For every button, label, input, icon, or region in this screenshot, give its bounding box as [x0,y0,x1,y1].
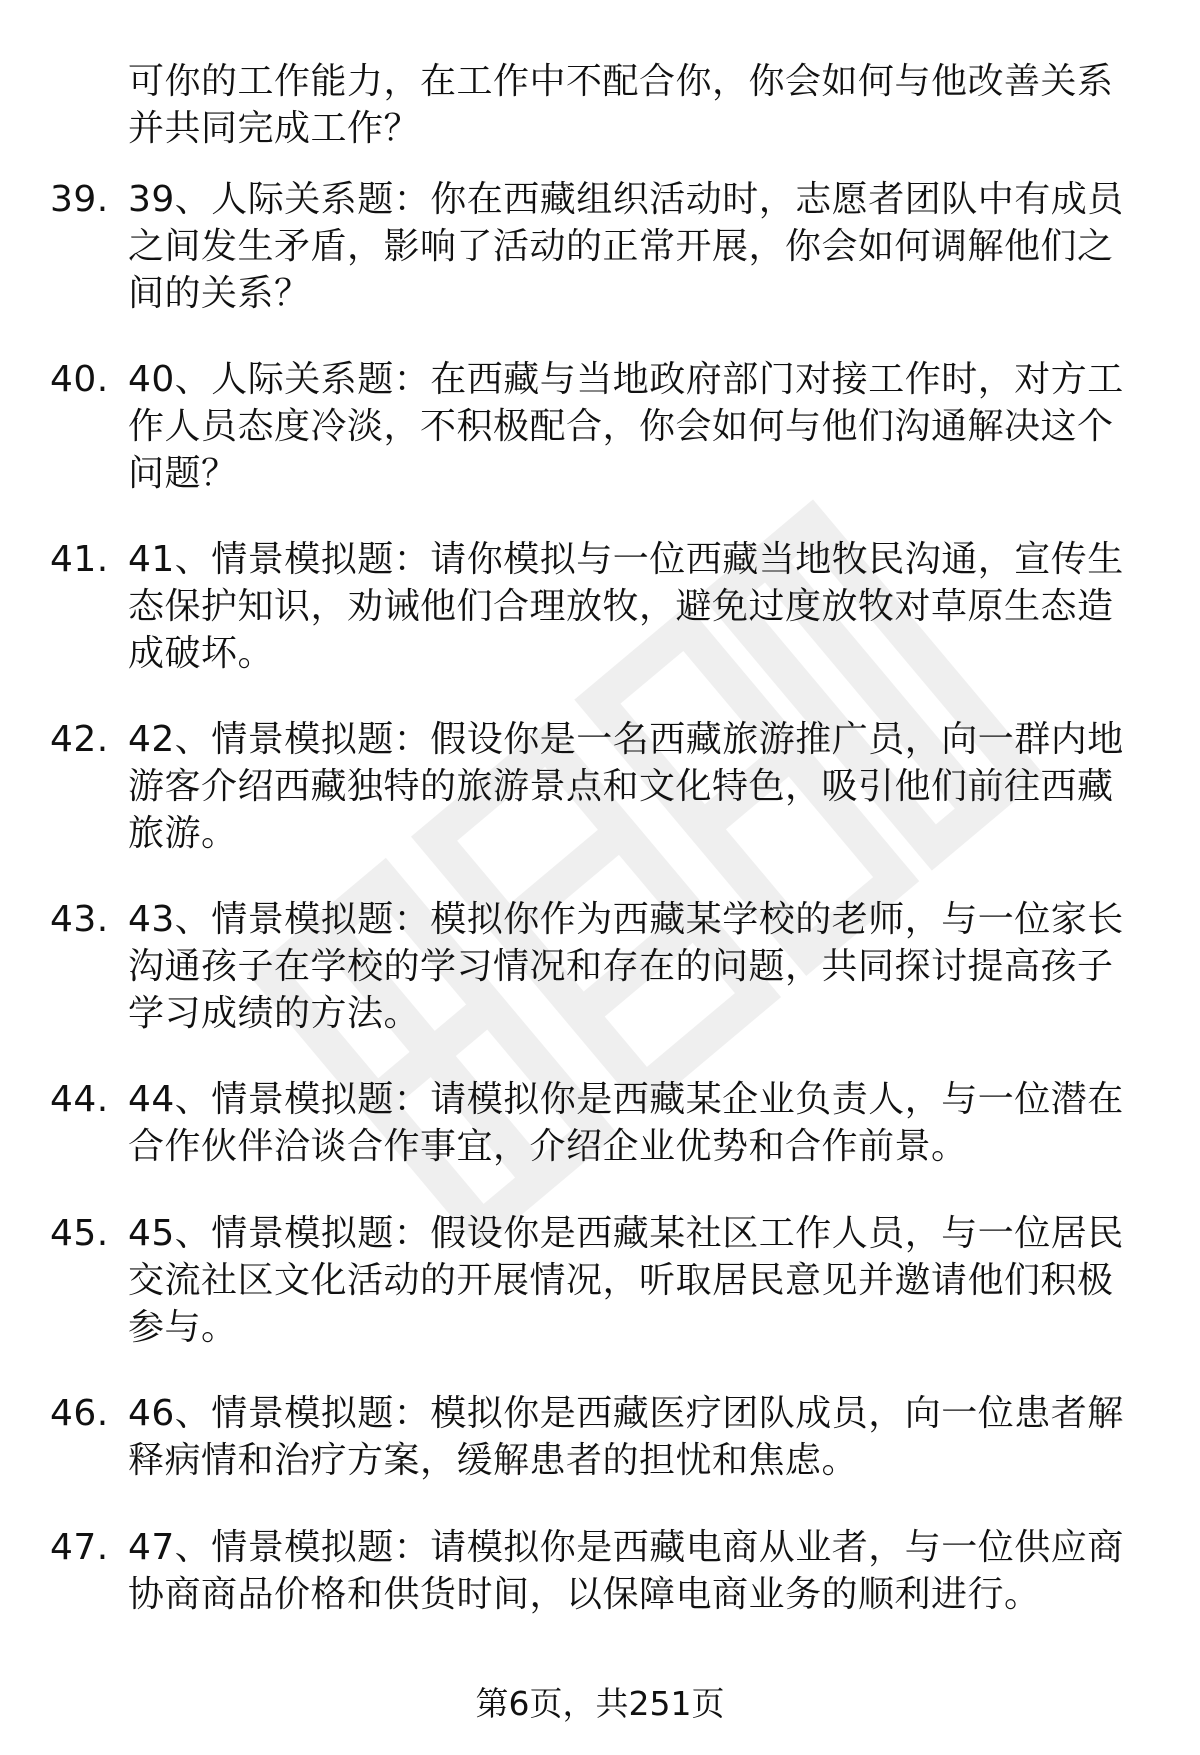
list-item-number: 46. [50,1393,109,1434]
list-item-number: 39. [50,179,109,220]
list-item-number: 44. [50,1079,109,1120]
list-item-number: 42. [50,719,109,760]
list-item-text: 46、情景模拟题：模拟你是西藏医疗团队成员，向一位患者解释病情和治疗方案，缓解患者的担忧和焦虑。 [128,1393,1124,1481]
list-item-text: 41、情景模拟题：请你模拟与一位西藏当地牧民沟通，宣传生态保护知识，劝诫他们合理放牧，避免过度放牧对草原生态造成破坏。 [128,539,1124,674]
continuation-paragraph: 可你的工作能力，在工作中不配合你，你会如何与他改善关系并共同完成工作？ [128,61,1114,149]
list-item-number: 47. [50,1527,109,1568]
list-item-text: 42、情景模拟题：假设你是一名西藏旅游推广员，向一群内地游客介绍西藏独特的旅游景点和文化特色，吸引他们前往西藏旅游。 [128,719,1124,854]
page-footer: 第6页，共251页 [475,1684,725,1723]
list-item-number: 45. [50,1213,109,1254]
list-item-number: 40. [50,359,109,400]
list-item-text: 40、人际关系题：在西藏与当地政府部门对接工作时，对方工作人员态度冷淡，不积极配合，你会如何与他们沟通解决这个问题？ [128,359,1124,494]
list-item-number: 41. [50,539,109,580]
list-item-number: 43. [50,899,109,940]
list-item-text: 44、情景模拟题：请模拟你是西藏某企业负责人，与一位潜在合作伙伴洽谈合作事宜，介绍企业优势和合作前景。 [128,1079,1124,1167]
list-item-text: 47、情景模拟题：请模拟你是西藏电商从业者，与一位供应商协商商品价格和供货时间，以保障电商业务的顺利进行。 [128,1527,1124,1615]
list-item-text: 39、人际关系题：你在西藏组织活动时，志愿者团队中有成员之间发生矛盾，影响了活动的正常开展，你会如何调解他们之间的关系？ [128,179,1124,314]
list-item-text: 43、情景模拟题：模拟你作为西藏某学校的老师，与一位家长沟通孩子在学校的学习情况和存在的问题，共同探讨提高孩子学习成绩的方法。 [128,899,1124,1034]
list-item-text: 45、情景模拟题：假设你是西藏某社区工作人员，与一位居民交流社区文化活动的开展情况，听取居民意见并邀请他们积极参与。 [128,1213,1124,1348]
